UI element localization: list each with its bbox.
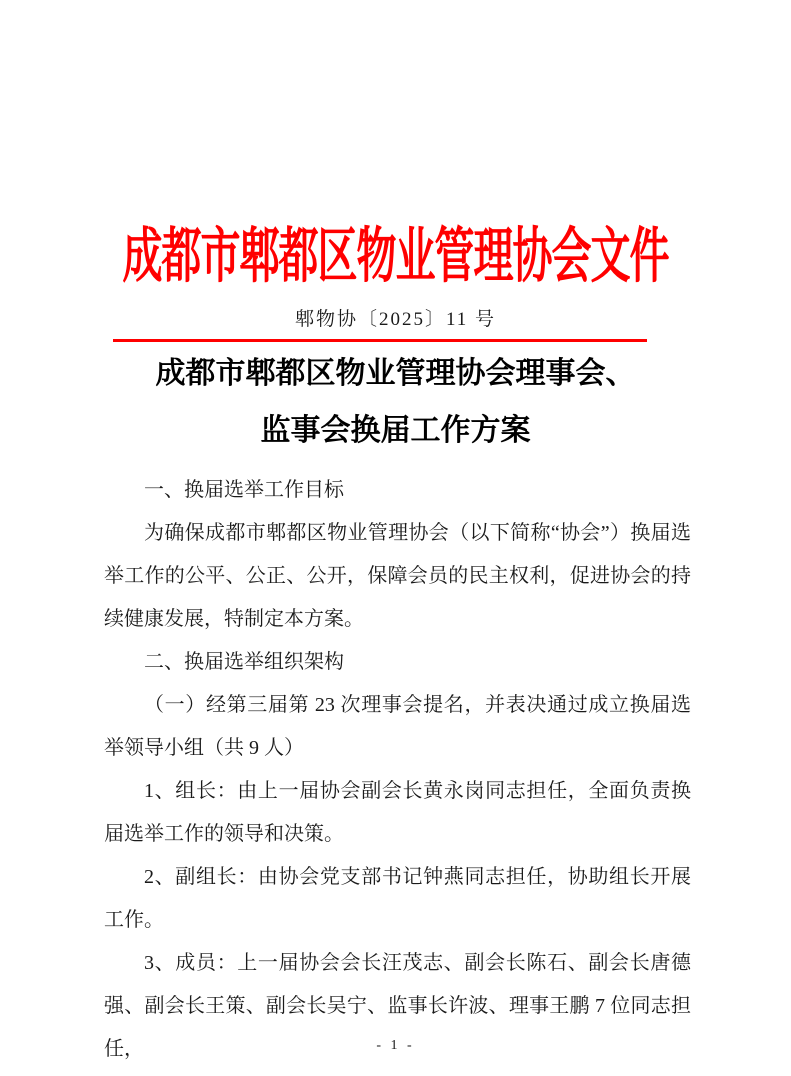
paragraph-members: 3、成员：上一届协会会长汪茂志、副会长陈石、副会长唐德强、副会长王策、副会长吴宁、监事长许波、理事王鹏 7 位同志担任， xyxy=(104,952,691,1060)
section-heading-2: 二、换届选举组织架构 xyxy=(144,651,344,673)
document-title-line-1: 成都市郫都区物业管理协会理事会、 xyxy=(155,357,636,390)
paragraph-deputy-leader: 2、副组长：由协会党支部书记钟燕同志担任，协助组长开展工作。 xyxy=(104,866,691,931)
document-body xyxy=(104,469,691,1071)
section-heading-1: 一、换届选举工作目标 xyxy=(144,479,344,501)
red-divider-line xyxy=(113,339,647,342)
paragraph-group-leader: 1、组长：由上一届协会副会长黄永岗同志担任，全面负责换届选举工作的领导和决策。 xyxy=(104,780,691,845)
document-number: 郫物协〔2025〕11 号 xyxy=(294,309,497,330)
document-title-line-2: 监事会换届工作方案 xyxy=(260,414,531,447)
page-number: - 1 - xyxy=(376,1038,415,1053)
document-title xyxy=(0,345,791,459)
paragraph-goal: 为确保成都市郫都区物业管理协会（以下简称“协会”）换届选举工作的公平、公正、公开，保障会员的民主权利，促进协会的持续健康发展，特制定本方案。 xyxy=(104,522,691,630)
document-header-banner: 成都市郫都区物业管理协会文件 xyxy=(122,222,669,290)
paragraph-leading-group: （一）经第三届第 23 次理事会提名，并表决通过成立换届选举领导小组（共 9 人） xyxy=(104,694,691,759)
